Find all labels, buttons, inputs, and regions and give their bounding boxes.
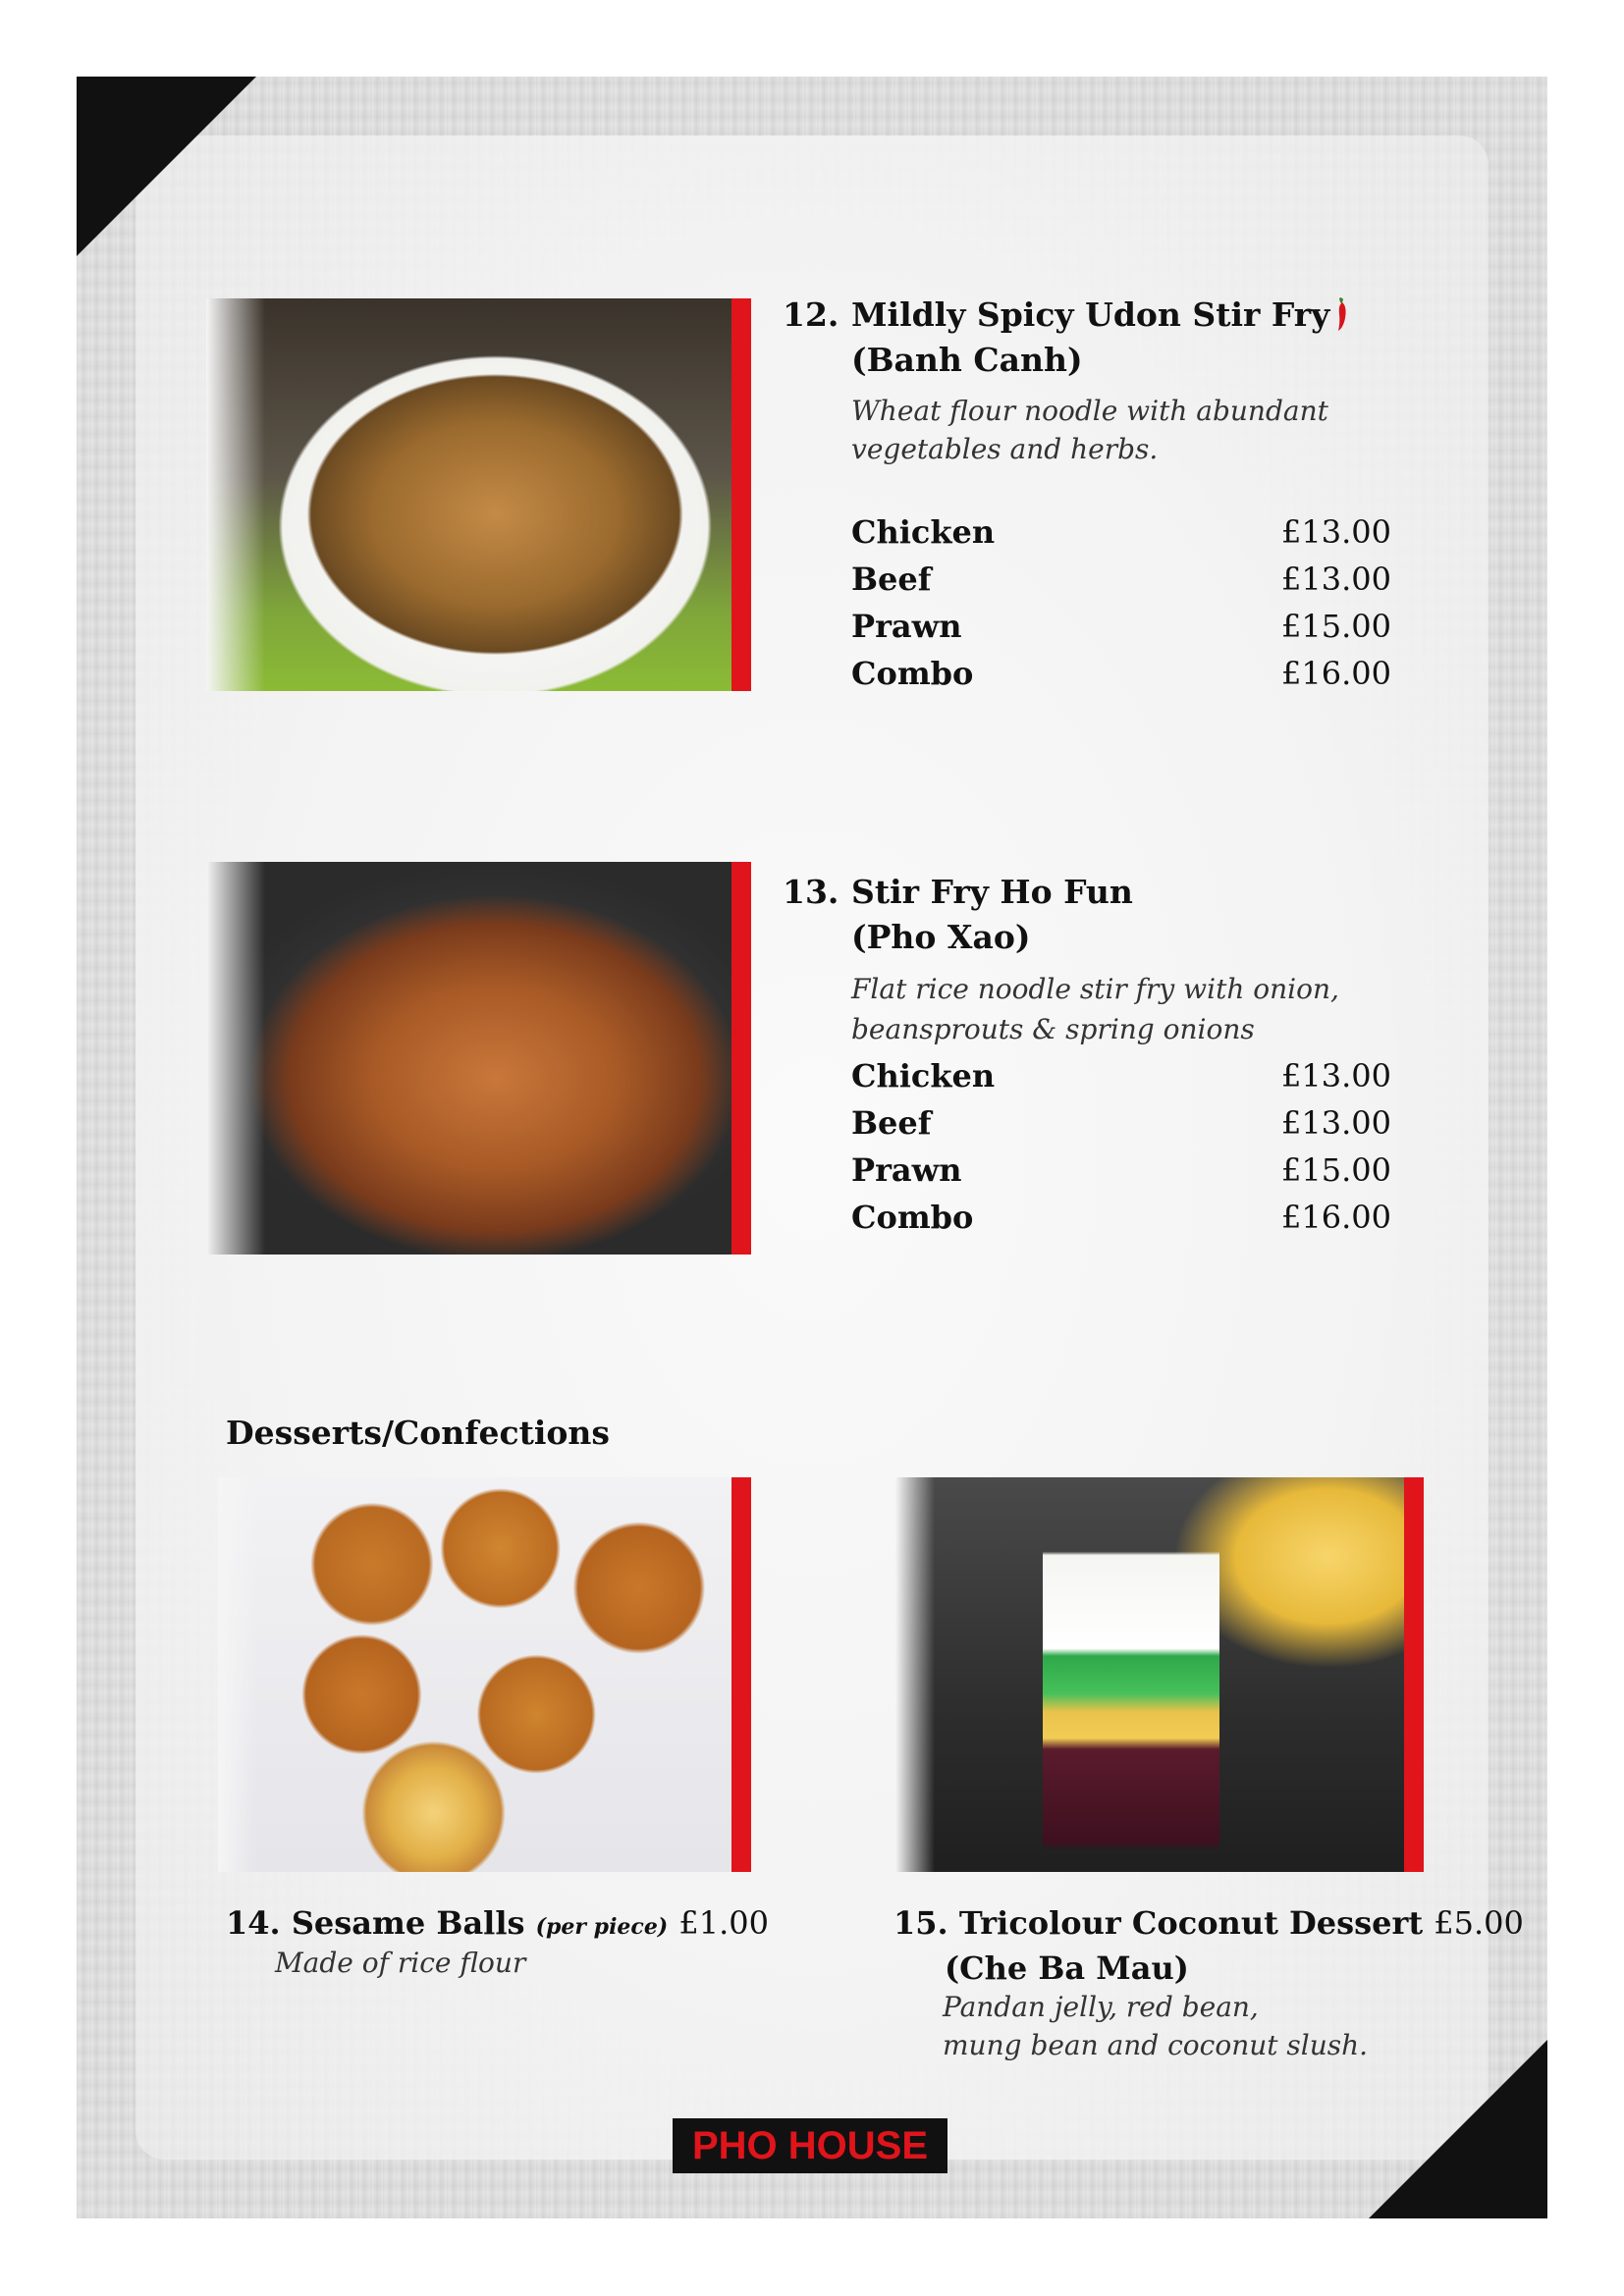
sesame-balls-photo [218,1477,751,1872]
item-15-title [893,1900,1524,1946]
price-row [851,650,1391,697]
price-row [851,1099,1391,1147]
price-row [851,603,1391,650]
price-option-name: Beef [851,1104,932,1142]
price-option-name: Beef [851,561,932,598]
price-row [851,508,1391,556]
item-13-price-list [851,1052,1391,1241]
corner-decoration-top-left [77,77,256,256]
item-13-subtitle: (Pho Xao) [851,918,1031,956]
price-option-name: Prawn [851,1151,962,1189]
item-14-title [226,1900,769,1949]
price-row [851,1052,1391,1099]
pho-house-logo: PHO HOUSE [673,2118,947,2173]
ho-fun-dish-image [206,862,731,1255]
photo-fade [895,1477,935,1872]
ho-fun-photo [206,862,751,1255]
sesame-balls-title: 14. Sesame Balls [226,1904,525,1942]
price-option-name: Prawn [851,608,962,645]
price-value: £15.00 [1281,608,1391,645]
photo-fade [206,862,265,1255]
price-value: £13.00 [1281,513,1391,551]
photo-red-accent-bar [731,862,751,1255]
tricolour-dessert-title: 15. Tricolour Coconut Dessert [893,1904,1424,1942]
item-12-desc-line1: Wheat flour noodle with abundant [851,395,1328,427]
price-option-name: Chicken [851,1057,996,1095]
price-value: £16.00 [1281,655,1391,692]
price-row [851,1194,1391,1241]
corner-decoration-bottom-right [1369,2040,1547,2218]
udon-dish-image [206,298,731,691]
price-option-name: Combo [851,655,974,692]
udon-stir-fry-photo [206,298,751,691]
tricolour-dessert-photo [895,1477,1424,1872]
price-option-name: Chicken [851,513,996,551]
tricolour-dessert-price: £5.00 [1434,1904,1524,1942]
price-option-name: Combo [851,1199,974,1236]
photo-red-accent-bar [731,298,751,691]
photo-fade [206,298,265,691]
photo-red-accent-bar [731,1477,751,1872]
tricolour-dessert-image [895,1477,1404,1872]
price-value: £13.00 [1281,1104,1391,1142]
item-13-title [783,870,1133,915]
item-12-title [783,293,1349,338]
price-value: £16.00 [1281,1199,1391,1236]
item-13-desc-line1: Flat rice noodle stir fry with onion, [851,973,1339,1005]
per-piece-note: (per piece) [535,1914,669,1940]
price-row [851,556,1391,603]
desserts-heading: Desserts/Confections [226,1414,610,1452]
item-12-subtitle: (Banh Canh) [851,341,1083,379]
item-15-desc-line2: mung bean and coconut slush. [943,2029,1369,2061]
photo-red-accent-bar [1404,1477,1424,1872]
chili-pepper-icon [1333,296,1349,332]
item-12-price-list [851,508,1391,697]
sesame-balls-price: £1.00 [678,1904,769,1942]
item-13-desc-line2: beansprouts & spring onions [851,1013,1255,1045]
item-12-desc-line2: vegetables and herbs. [851,433,1159,465]
item-12-number: 12. [783,295,839,334]
item-12-title-line1: Mildly Spicy Udon Stir Fry [851,295,1330,334]
item-14-desc: Made of rice flour [275,1947,526,1979]
item-13-title-line1: Stir Fry Ho Fun [851,873,1133,911]
sesame-balls-image [218,1477,731,1872]
price-value: £13.00 [1281,1057,1391,1095]
photo-fade [218,1477,257,1872]
price-row [851,1147,1391,1194]
item-15-desc-line1: Pandan jelly, red bean, [943,1991,1259,2023]
price-value: £13.00 [1281,561,1391,598]
price-value: £15.00 [1281,1151,1391,1189]
item-15-subtitle: (Che Ba Mau) [945,1949,1189,1987]
item-13-number: 13. [783,873,839,911]
